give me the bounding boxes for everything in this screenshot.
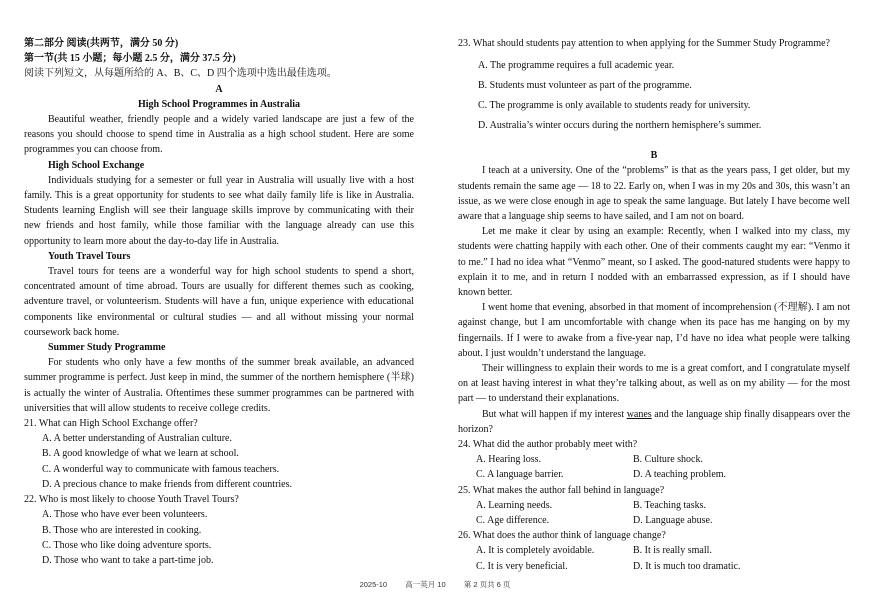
- option-d: D. A precious chance to make friends from different countries.: [42, 478, 293, 490]
- question-stem: 22. Who is most likely to choose Youth Travel Tours?: [24, 494, 239, 506]
- paragraph-text-after: and the language ship finally disappears over the horizon?: [458, 408, 851, 435]
- question-23: [458, 36, 850, 136]
- option-b: B. A good knowledge of what we learn at school.: [42, 448, 239, 460]
- option-c: C. A language barrier.: [476, 469, 564, 481]
- option-d: D. A teaching problem.: [633, 469, 727, 481]
- section-sub-heading: 第一节(共 15 小题；每小题 2.5 分，满分 37.5 分): [24, 53, 236, 65]
- right-column: [458, 36, 850, 574]
- subheading-summer-study: Summer Study Programme: [48, 342, 166, 354]
- option-a: A. Those who have ever been volunteers.: [42, 509, 208, 521]
- question-26: [458, 528, 850, 574]
- paragraph-youth-travel-tours: Travel tours for teens are a wonderful way for high school students to spend a short, concentrated amount of time abroad. Tours are usually for different themes such as cooking, adventure travel, or volunteerism. Students will have a fun, unique experience with educational components like environmental or cultural studies — and all without missing your normal coursework back home.: [24, 266, 414, 338]
- option-a: A. A better understanding of Australian culture.: [42, 433, 232, 445]
- option-c: C. A wonderful way to communicate with famous teachers.: [42, 463, 280, 475]
- question-24: [458, 437, 850, 483]
- passage-b-paragraph-1: I teach at a university. One of the “problems” is that as the years pass, I get older, but my students remain the same age — 18 to 22. Early on, when I was in my 20s and 30s, this wasn’t an issue, as we were close enough in age to speak the same language. But lately I have become well aware that a language ship seems to have sailed, and I am not on board.: [458, 165, 850, 223]
- option-d: D. Language abuse.: [633, 515, 713, 527]
- paragraph-text-before: But what will happen if my interest: [482, 408, 627, 420]
- paragraph-summer-study: For students who only have a few months of the summer break available, an advanced summer programme is perfect. Just keep in mind, the summer of the northern hemisphere (半球) is actually the winter of Australia. Oftentimes these summer programmes can be partnered with universities that will allow students to receive college credits.: [24, 357, 414, 414]
- option-b: B. Students must volunteer as part of the programme.: [478, 80, 692, 92]
- section-instruction: 阅读下列短文，从每题所给的 A、B、C、D 四个选项中选出最佳选项。: [24, 68, 337, 80]
- passage-b-paragraph-5: [458, 407, 850, 437]
- question-stem: 21. What can High School Exchange offer?: [24, 418, 198, 430]
- option-c: C. Age difference.: [476, 515, 550, 527]
- option-b: B. Those who are interested in cooking.: [42, 524, 202, 536]
- option-a: A. It is completely avoidable.: [476, 545, 595, 557]
- section-part-heading: 第二部分 阅读(共两节，满分 50 分): [24, 38, 179, 49]
- option-d: D. It is much too dramatic.: [633, 560, 741, 572]
- page-footer: [0, 579, 870, 590]
- passage-b-paragraph-2: Let me make it clear by using an example: Recently, when I walked into my class, my students were chatting happily with each other. One of their comments caught my ear: “Venmo it to me.” I had no idea what “Venmo” meant, so I asked. The good-natured students were happy to explain it to me, and in return I nodded with an embarrassed expression, as if I should have known better.: [458, 226, 850, 299]
- question-stem: 25. What makes the author fall behind in language?: [458, 484, 665, 496]
- question-stem: 24. What did the author probably meet with?: [458, 439, 638, 451]
- question-stem: 26. What does the author think of language change?: [458, 530, 666, 542]
- passage-a-intro: Beautiful weather, friendly people and a widely varied landscape are just a few of the reasons you should choose to spend time in Australia as a high school student. Here are some programmes you can choose from.: [24, 114, 414, 156]
- question-25: [458, 483, 850, 529]
- option-c: C. It is very beneficial.: [476, 560, 568, 572]
- paragraph-high-school-exchange: Individuals studying for a semester or full year in Australia will usually live with a host family. This is a great opportunity for students to see what daily family life is like in Australia. Students learning English will see their language skills improve by communicating with their new friends and host family, while those familiar with the language already can use this opportunity to learn more about the day-to-day life in Australia.: [24, 174, 414, 247]
- option-c: C. Those who like doing adventure sports.: [42, 539, 212, 551]
- option-b: B. It is really small.: [633, 545, 712, 557]
- passage-b-letter: B: [650, 150, 658, 162]
- passage-b-paragraph-3: I went home that evening, absorbed in that moment of incomprehension (不理解). I am not against change, but I am uncomfortable with change when its pace has me hanging on by my fingernails. If I were to awake from a five-year nap, I’d have no idea what people were talking about. I just wouldn’t understand the language.: [458, 302, 850, 359]
- option-b: B. Teaching tasks.: [633, 499, 706, 511]
- option-d: D. Those who want to take a part-time job.: [42, 554, 214, 566]
- question-22: [24, 492, 414, 568]
- option-d: D. Australia’s winter occurs during the northern hemisphere’s summer.: [478, 120, 762, 132]
- passage-b-paragraph-4: Their willingness to explain their words to me is a great comfort, and I congratulate myself on at least having interest in what they’re talking about, as well as on my ability — for the most part — to understand their explanations.: [458, 363, 850, 405]
- subheading-high-school-exchange: High School Exchange: [48, 159, 145, 171]
- footer-page-number: 第 2 页共 6 页: [463, 580, 511, 589]
- passage-a-title: High School Programmes in Australia: [137, 98, 301, 110]
- subheading-youth-travel-tours: Youth Travel Tours: [48, 250, 131, 262]
- left-column: [24, 36, 414, 568]
- footer-date: 2025-10: [359, 580, 388, 589]
- passage-a-letter: A: [215, 83, 223, 95]
- footer-exam-name: 高一英月 10: [405, 580, 446, 589]
- option-a: A. Hearing loss.: [476, 454, 541, 466]
- option-a: A. The programme requires a full academic year.: [478, 60, 675, 72]
- option-c: C. The programme is only available to students ready for university.: [478, 100, 751, 112]
- question-21: [24, 416, 414, 492]
- option-a: A. Learning needs.: [476, 499, 553, 511]
- underlined-word: wanes: [626, 408, 652, 420]
- option-b: B. Culture shock.: [633, 454, 703, 466]
- question-stem: 23. What should students pay attention to when applying for the Summer Study Programme?: [458, 38, 830, 49]
